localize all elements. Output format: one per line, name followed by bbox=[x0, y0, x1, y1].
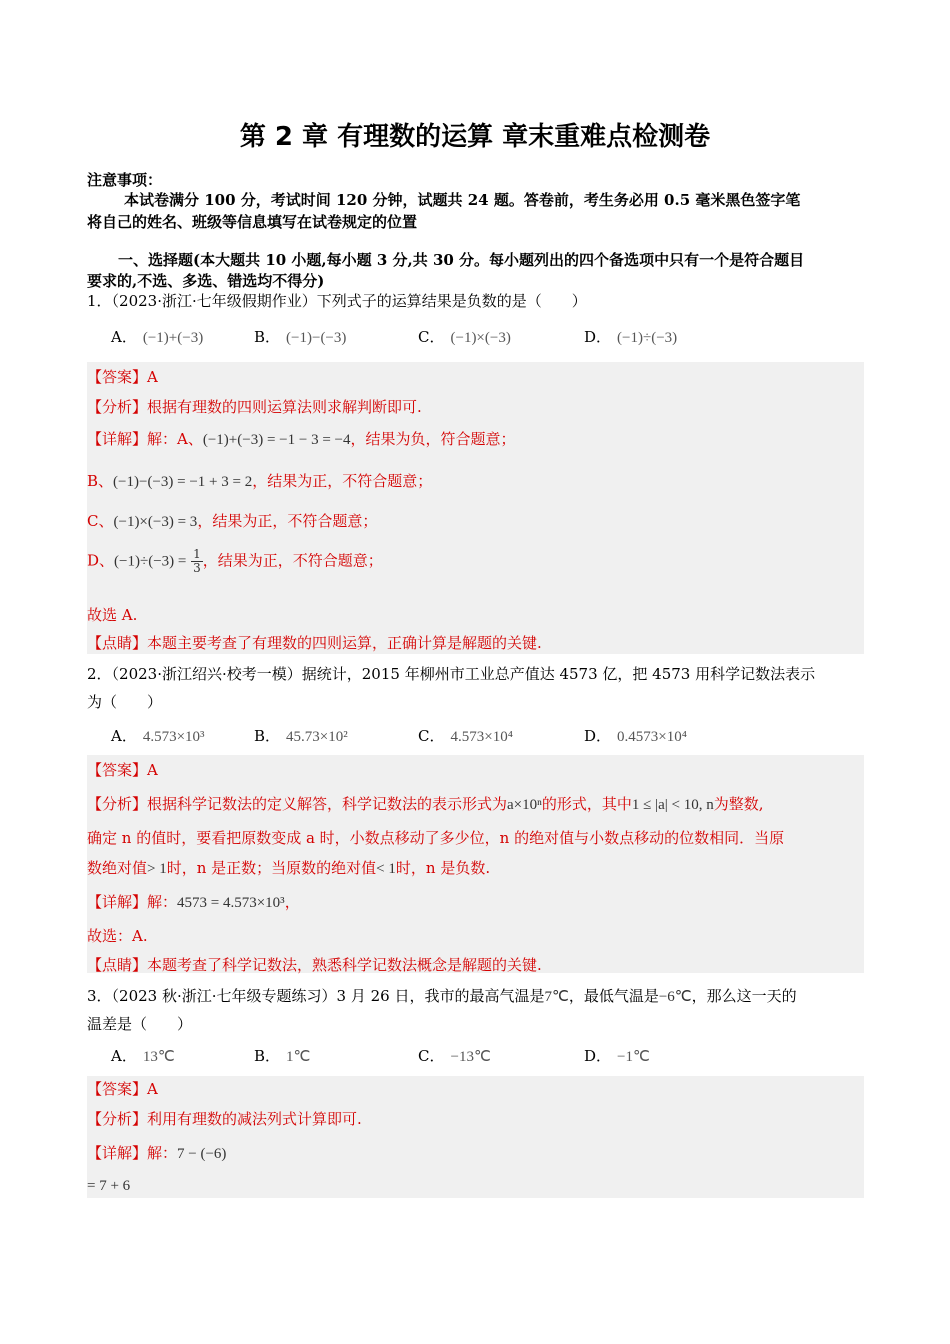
page-title: 第 2 章 有理数的运算 章末重难点检测卷 bbox=[239, 122, 711, 152]
question-3-option-d: D． −1℃ bbox=[584, 1047, 650, 1065]
question-2-stem-line-2: 为（ ） bbox=[87, 693, 163, 711]
question-1-detail-b: B、(−1)−(−3) = −1 + 3 = 2，结果为正，不符合题意； bbox=[87, 472, 433, 490]
question-2-solution bbox=[87, 755, 864, 973]
question-1-detail-d: D、(−1)÷(−3) = $\frac{1}{3}$ ，结果为正，不符合题意； bbox=[87, 547, 383, 575]
notice-heading: 注意事项： bbox=[87, 171, 163, 189]
question-3-analysis: 【分析】利用有理数的减法列式计算即可. bbox=[87, 1110, 362, 1128]
notice-line-2: 将自己的姓名、班级等信息填写在试卷规定的位置 bbox=[87, 213, 418, 231]
question-3-detail-line-2: = 7 + 6 bbox=[87, 1178, 131, 1194]
question-2-analysis-line-1: 【分析】根据科学记数法的定义解答，科学记数法的表示形式为a×10ⁿ的形式，其中1 ≤ |a| < 10, n为整数, bbox=[87, 795, 764, 813]
question-1-solution bbox=[87, 362, 864, 654]
question-3-solution bbox=[87, 1076, 864, 1198]
section-heading-line-2: 要求的,不选、多选、错选均不得分) bbox=[87, 272, 325, 290]
question-1-answer: 【答案】A bbox=[87, 368, 158, 386]
question-2-analysis-line-2: 确定 n 的值时，要看把原数变成 a 时，小数点移动了多少位，n 的绝对值与小数点移动的位数相同．当原 bbox=[87, 829, 785, 847]
question-1-choose: 故选 A. bbox=[87, 606, 138, 624]
notice-line-1: 本试卷满分 100 分，考试时间 120 分钟，试题共 24 题。答卷前，考生务必用 0.5 毫米黑色签字笔 bbox=[124, 191, 801, 209]
question-3-option-b: B． 1℃ bbox=[254, 1047, 311, 1065]
question-3-answer: 【答案】A bbox=[87, 1080, 158, 1098]
question-2-stem-line-1: 2．（2023·浙江绍兴·校考一模）据统计，2015 年柳州市工业总产值达 4573 亿，把 4573 用科学记数法表示 bbox=[87, 665, 816, 683]
question-1-option-c: C． (−1)×(−3) bbox=[418, 328, 511, 346]
question-2-option-c: C． 4.573×10⁴ bbox=[418, 727, 513, 745]
question-3-stem-line-1: 3．（2023 秋·浙江·七年级专题练习）3 月 26 日，我市的最高气温是7℃，最低气温是−6℃，那么这一天的 bbox=[87, 987, 797, 1005]
question-2-option-d: D． 0.4573×10⁴ bbox=[584, 727, 687, 745]
question-2-choose: 故选：A. bbox=[87, 927, 148, 945]
question-2-option-a: A． 4.573×10³ bbox=[111, 727, 205, 745]
question-3-option-c: C． −13℃ bbox=[418, 1047, 491, 1065]
question-1-option-d: D． (−1)÷(−3) bbox=[584, 328, 678, 346]
question-2-answer: 【答案】A bbox=[87, 761, 158, 779]
question-1-detail-c: C、(−1)×(−3) = 3，结果为正，不符合题意； bbox=[87, 512, 378, 530]
question-1-option-a: A． (−1)+(−3) bbox=[111, 328, 204, 346]
question-3-stem-line-2: 温差是（ ） bbox=[87, 1015, 193, 1033]
question-1-option-b: B． (−1)−(−3) bbox=[254, 328, 347, 346]
question-3-detail: 【详解】解：7 − (−6) bbox=[87, 1144, 227, 1162]
question-2-comment: 【点睛】本题考查了科学记数法，熟悉科学记数法概念是解题的关键. bbox=[87, 956, 542, 974]
question-1-analysis: 【分析】根据有理数的四则运算法则求解判断即可. bbox=[87, 398, 422, 416]
question-2-option-b: B． 45.73×10² bbox=[254, 727, 348, 745]
question-1-detail: 【详解】解：A、(−1)+(−3) = −1 − 3 = −4，结果为负，符合题意； bbox=[87, 430, 516, 448]
question-3-option-a: A． 13℃ bbox=[111, 1047, 175, 1065]
section-heading-line-1: 一、选择题(本大题共 10 小题,每小题 3 分,共 30 分。每小题列出的四个备选项中只有一个是符合题目 bbox=[118, 251, 805, 269]
fraction-one-third: $\frac{1}{3}$ bbox=[193, 547, 201, 575]
question-1-comment: 【点睛】本题主要考查了有理数的四则运算，正确计算是解题的关键. bbox=[87, 634, 542, 652]
question-2-analysis-line-3: 数绝对值> 1时，n 是正数；当原数的绝对值< 1时，n 是负数. bbox=[87, 859, 491, 877]
question-1-stem: 1．（2023·浙江·七年级假期作业）下列式子的运算结果是负数的是（ ） bbox=[87, 292, 587, 310]
question-2-detail: 【详解】解：4573 = 4.573×10³， bbox=[87, 893, 300, 911]
